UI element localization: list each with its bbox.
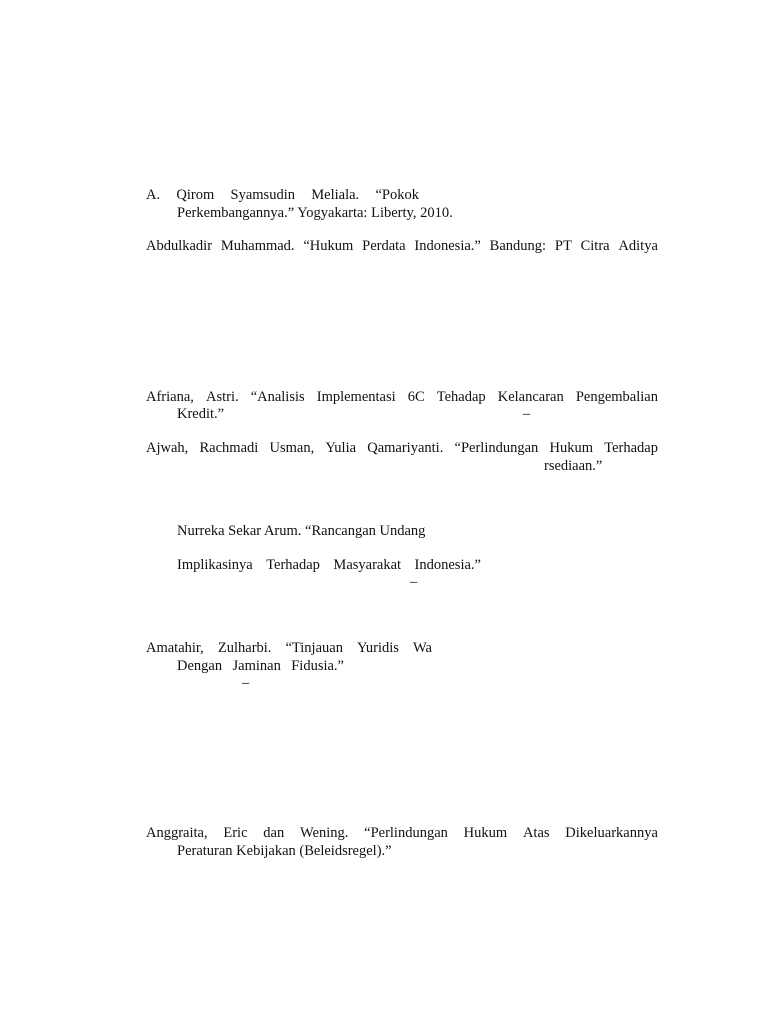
word: Zulharbi. — [217, 640, 272, 656]
word: 6C — [407, 389, 425, 405]
reference-entry-4-line-1 — [146, 439, 658, 457]
dash-mark: – — [410, 574, 418, 590]
word: Dengan — [177, 658, 223, 674]
word: Eric — [223, 825, 248, 841]
word: “Perlindungan — [454, 440, 539, 456]
word: Fidusia.” — [291, 658, 344, 674]
word: “Analisis — [250, 389, 305, 405]
reference-entry-6-line-2 — [177, 657, 344, 675]
word: Hukum — [549, 440, 594, 456]
word: Qamariyanti. — [367, 440, 444, 456]
reference-entry-7-line-1 — [146, 824, 658, 842]
word: Implementasi — [316, 389, 396, 405]
reference-entry-2-line-1 — [146, 237, 658, 255]
reference-entry-1-line-1 — [146, 186, 419, 204]
word: Hukum — [463, 825, 508, 841]
word: Qirom — [176, 187, 215, 203]
word: Indonesia.” — [414, 557, 481, 573]
word: Pengembalian — [575, 389, 658, 405]
word: Bandung: — [489, 238, 547, 254]
word: Rachmadi — [199, 440, 259, 456]
word: “Hukum — [303, 238, 354, 254]
reference-entry-3-line-2: Kredit.” — [177, 406, 225, 422]
word: Muhammad. — [220, 238, 295, 254]
word: Implikasinya — [177, 557, 253, 573]
word: Wa — [413, 640, 432, 656]
word: “Perlindungan — [364, 825, 448, 841]
word: Aditya — [618, 238, 658, 254]
word: Yulia — [325, 440, 357, 456]
word: Wening. — [300, 825, 349, 841]
word: Tehadap — [436, 389, 486, 405]
dash-mark: – — [523, 406, 531, 422]
word: Citra — [580, 238, 610, 254]
word: “Tinjauan — [285, 640, 343, 656]
word: “Pokok — [375, 187, 419, 203]
word: Atas — [522, 825, 550, 841]
word: Usman, — [269, 440, 315, 456]
reference-entry-1-line-2: Perkembangannya.” Yogyakarta: Liberty, 2010. — [177, 205, 453, 221]
word: Terhadap — [266, 557, 320, 573]
word: Astri. — [205, 389, 239, 405]
word: Masyarakat — [333, 557, 402, 573]
reference-entry-4-line-2: rsediaan.” — [544, 458, 603, 474]
reference-entry-5-line-1: Nurreka Sekar Arum. “Rancangan Undang — [177, 523, 426, 539]
word: A. — [146, 187, 161, 203]
reference-entry-3-line-1 — [146, 388, 658, 406]
word: Syamsudin — [230, 187, 295, 203]
word: Abdulkadir — [146, 238, 213, 254]
word: PT — [554, 238, 572, 254]
word: Amatahir, — [146, 640, 204, 656]
word: Yuridis — [357, 640, 399, 656]
reference-entry-5-line-2 — [177, 556, 481, 574]
word: Perdata — [362, 238, 406, 254]
word: Terhadap — [604, 440, 658, 456]
reference-entry-7-line-2: Peraturan Kebijakan (Beleidsregel).” — [177, 843, 392, 859]
word: Afriana, — [146, 389, 194, 405]
word: Jaminan — [232, 658, 281, 674]
word: Anggraita, — [146, 825, 208, 841]
dash-mark: – — [242, 675, 250, 691]
word: Kelancaran — [497, 389, 564, 405]
word: Dikeluarkannya — [565, 825, 658, 841]
word: Meliala. — [311, 187, 360, 203]
word: Indonesia.” — [414, 238, 481, 254]
word: dan — [263, 825, 285, 841]
word: Ajwah, — [146, 440, 189, 456]
reference-entry-6-line-1 — [146, 639, 432, 657]
